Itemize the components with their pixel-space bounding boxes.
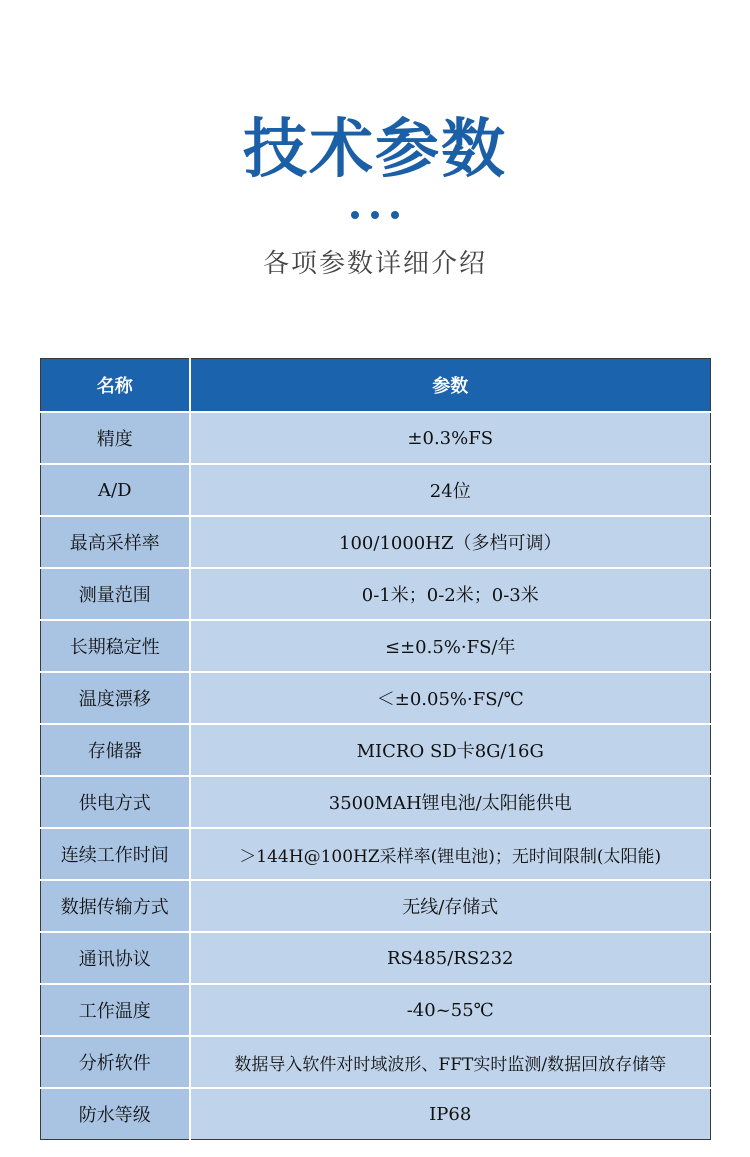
decorative-dots: [0, 211, 750, 219]
dot-icon: [391, 211, 399, 219]
table-row: [41, 776, 711, 828]
row-name-cell: 分析软件: [41, 1036, 190, 1088]
row-value-cell: 数据导入软件对时域波形、FFT实时监测/数据回放存储等: [190, 1036, 711, 1088]
table-row: [41, 984, 711, 1036]
row-name-cell: 连续工作时间: [41, 828, 190, 880]
table-row: [41, 932, 711, 984]
table-row: [41, 516, 711, 568]
row-value-cell: ＞144H@100HZ采样率(锂电池)；无时间限制(太阳能): [190, 828, 711, 880]
row-value-cell: ±0.3%FS: [190, 412, 711, 464]
page-title: 技术参数: [243, 113, 507, 187]
table-row: [41, 568, 711, 620]
table-header-row: [41, 359, 711, 413]
dot-icon: [371, 211, 379, 219]
row-value-cell: 0-1米；0-2米；0-3米: [190, 568, 711, 620]
dot-icon: [351, 211, 359, 219]
row-value-cell: -40~55℃: [190, 984, 711, 1036]
spec-table: [40, 358, 711, 1140]
table-row: [41, 724, 711, 776]
row-name-cell: 工作温度: [41, 984, 190, 1036]
row-value-cell: ≤±0.5%·FS/年: [190, 620, 711, 672]
table-row: [41, 620, 711, 672]
row-name-cell: 供电方式: [41, 776, 190, 828]
table-row: [41, 880, 711, 932]
row-value-cell: 100/1000HZ（多档可调）: [190, 516, 711, 568]
row-value-cell: ＜±0.05%·FS/℃: [190, 672, 711, 724]
row-name-cell: A/D: [41, 464, 190, 516]
row-name-cell: 长期稳定性: [41, 620, 190, 672]
row-name-cell: 通讯协议: [41, 932, 190, 984]
row-name-cell: 精度: [41, 412, 190, 464]
column-header-value: 参数: [190, 359, 711, 413]
table-row: [41, 464, 711, 516]
table-row: [41, 1088, 711, 1140]
row-value-cell: IP68: [190, 1088, 711, 1140]
table-row: [41, 828, 711, 880]
row-name-cell: 存储器: [41, 724, 190, 776]
row-name-cell: 测量范围: [41, 568, 190, 620]
row-value-cell: RS485/RS232: [190, 932, 711, 984]
row-value-cell: MICRO SD卡8G/16G: [190, 724, 711, 776]
row-name-cell: 温度漂移: [41, 672, 190, 724]
page-subtitle: 各项参数详细介绍: [262, 249, 487, 279]
table-row: [41, 672, 711, 724]
row-name-cell: 数据传输方式: [41, 880, 190, 932]
row-value-cell: 3500MAH锂电池/太阳能供电: [190, 776, 711, 828]
row-value-cell: 无线/存储式: [190, 880, 711, 932]
table-row: [41, 412, 711, 464]
row-name-cell: 防水等级: [41, 1088, 190, 1140]
column-header-name: 名称: [41, 359, 190, 413]
row-name-cell: 最高采样率: [41, 516, 190, 568]
table-row: [41, 1036, 711, 1088]
row-value-cell: 24位: [190, 464, 711, 516]
